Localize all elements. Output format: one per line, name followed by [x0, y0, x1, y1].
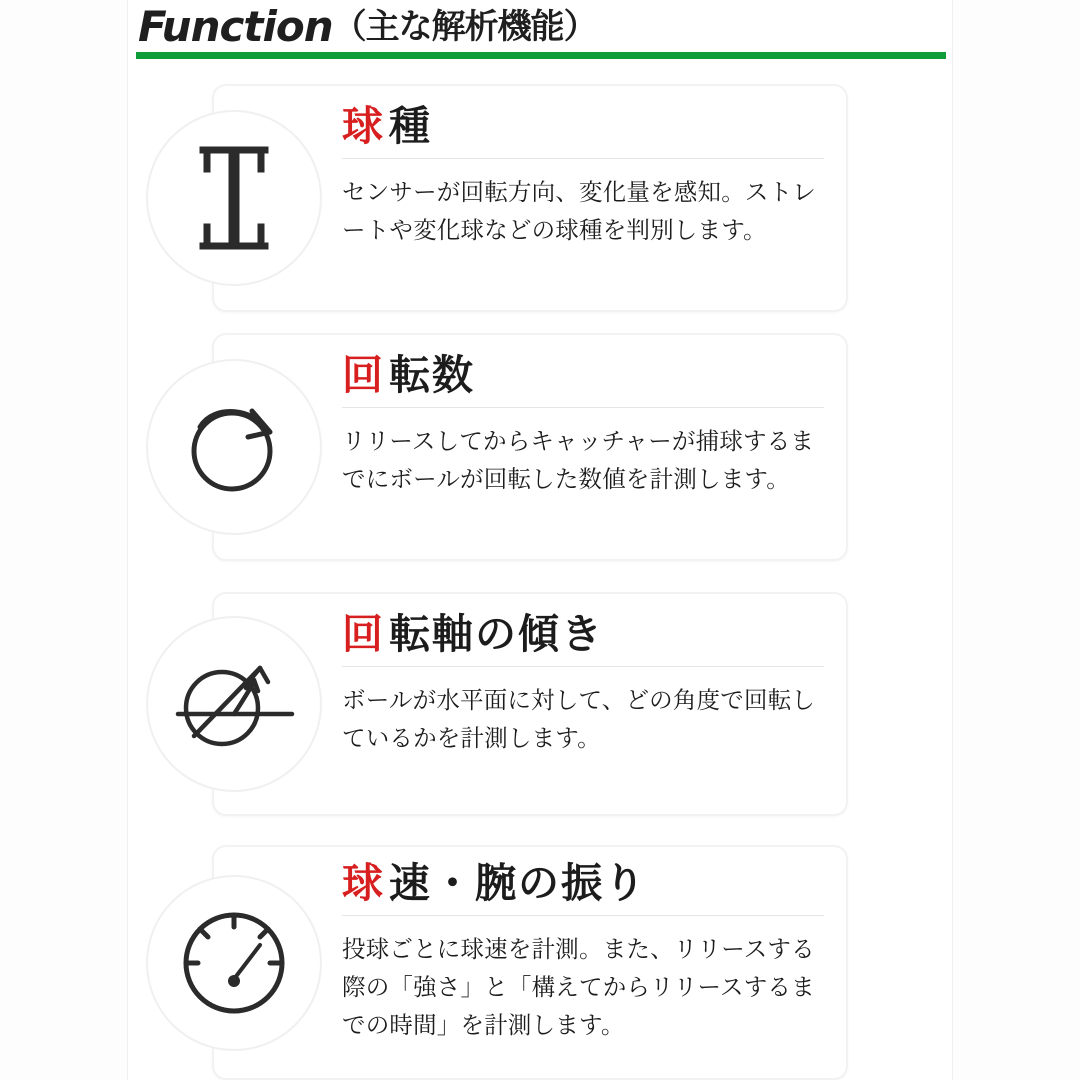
title-divider: [342, 158, 824, 159]
card-description: ボールが水平面に対して、どの角度で回転しているかを計測します。: [342, 685, 816, 752]
page-title: [138, 2, 597, 51]
card-body: [342, 104, 824, 294]
spin-axis-tilt-icon: [164, 644, 304, 764]
title-divider: [342, 666, 824, 667]
page-title-english: Function: [138, 2, 333, 56]
card-title-rest: 速・腕の振り: [389, 859, 647, 907]
card-title-accent: 球: [342, 102, 389, 150]
feature-card-rotation-count: [212, 333, 848, 561]
feature-card-pitch-type: [212, 84, 848, 312]
title-divider: [342, 407, 824, 408]
card-title-rest: 種: [389, 102, 432, 150]
card-description: センサーが回転方向、変化量を感知。ストレートや変化球などの球種を判別します。: [342, 177, 816, 244]
card-body: [342, 861, 824, 1062]
right-page-gutter: [952, 0, 1080, 1080]
title-divider: [342, 915, 824, 916]
card-title: [342, 861, 824, 907]
card-title: [342, 353, 824, 399]
baseball-pitch-type-icon: [191, 143, 277, 253]
speedometer-icon: [172, 901, 296, 1025]
icon-circle: [146, 875, 322, 1051]
page-title-japanese: （主な解析機能）: [332, 7, 597, 47]
card-title-accent: 回: [342, 351, 389, 399]
left-page-gutter: [0, 0, 128, 1080]
card-title-accent: 球: [342, 859, 389, 907]
card-description: リリースしてからキャッチャーが捕球するまでにボールが回転した数値を計測します。: [342, 426, 815, 493]
feature-card-spin-axis-tilt: [212, 592, 848, 816]
card-description: 投球ごとに球速を計測。また、リリースする際の「強さ」と「構えてからリリースするまでの時間」を計測します。: [342, 934, 815, 1040]
card-title-rest: 転軸の傾き: [389, 610, 604, 658]
card-title: [342, 612, 824, 658]
card-body: [342, 353, 824, 543]
card-title: [342, 104, 824, 150]
icon-circle: [146, 359, 322, 535]
rotation-count-icon: [174, 387, 294, 507]
header-green-rule: [136, 52, 946, 59]
card-title-accent: 回: [342, 610, 389, 658]
card-body: [342, 612, 824, 798]
feature-card-speed-and-arm-swing: [212, 845, 848, 1080]
icon-circle: [146, 110, 322, 286]
icon-circle: [146, 616, 322, 792]
card-title-rest: 転数: [389, 351, 475, 399]
page-header: [128, 0, 952, 64]
